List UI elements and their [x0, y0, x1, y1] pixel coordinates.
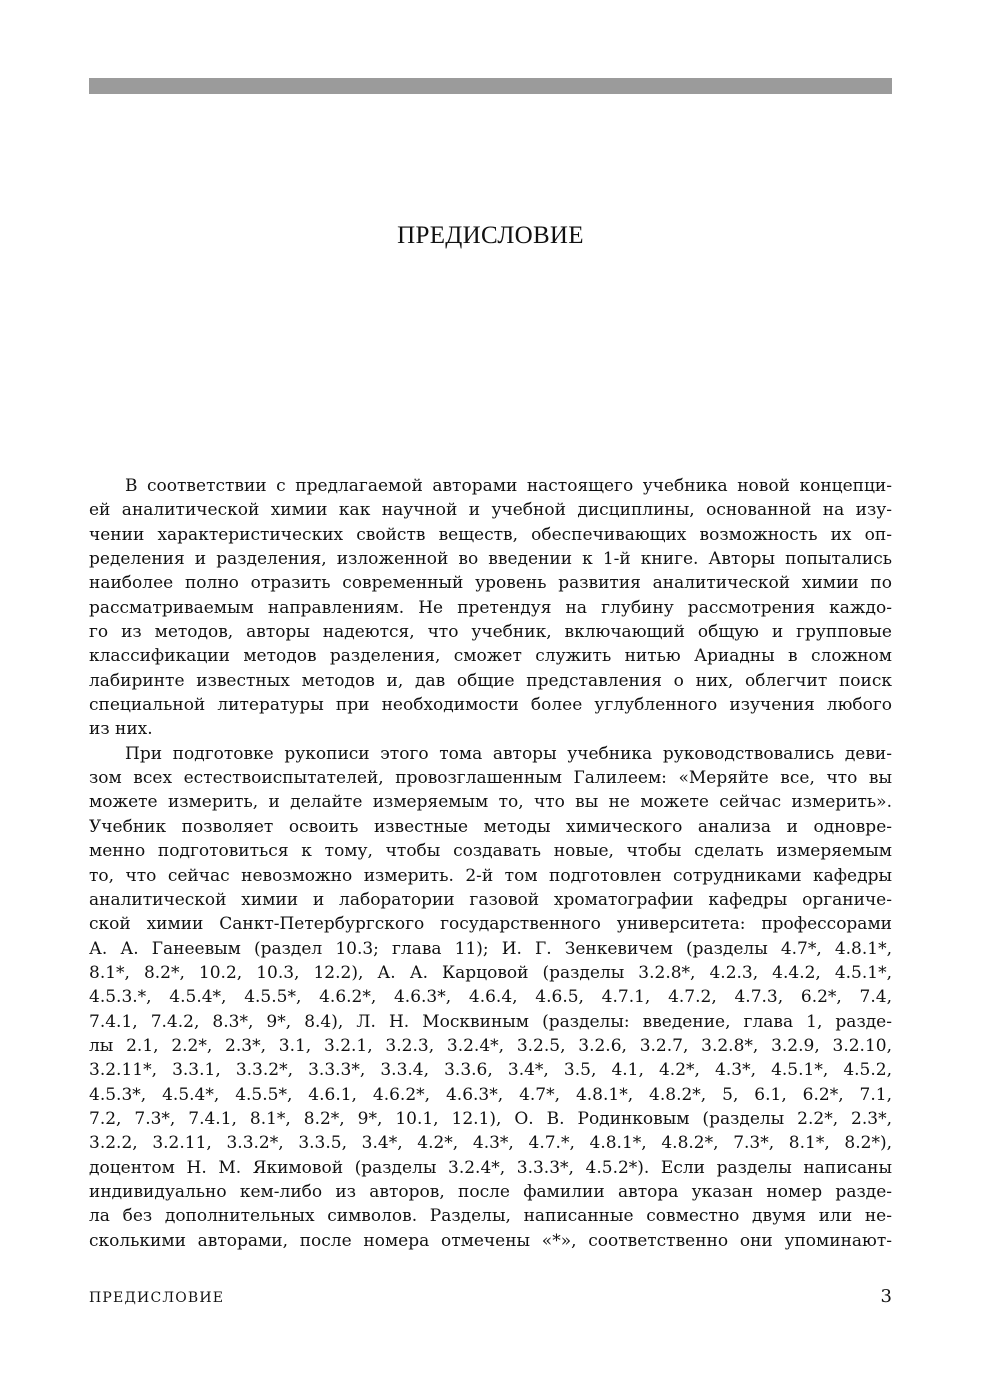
text-line: При подготовке рукописи этого тома авторы учебника руководствовались деви-	[125, 743, 892, 764]
text-line: ской химии Санкт-Петербургского государственного университета: профессорами	[89, 914, 892, 935]
text-line: индивидуально кем-либо из авторов, после фамилии автора указан номер разде-	[89, 1181, 892, 1202]
text-line: доцентом Н. М. Якимовой (разделы 3.2.4*, 3.3.3*, 4.5.2*). Если разделы написаны	[89, 1157, 892, 1178]
text-line: 7.2, 7.3*, 7.4.1, 8.1*, 8.2*, 9*, 10.1, 12.1), О. В. Родинковым (разделы 2.2*, 2.3*,	[89, 1108, 892, 1129]
text-line: А. А. Ганеевым (раздел 10.3; глава 11); И. Г. Зенкевичем (разделы 4.7*, 4.8.1*,	[89, 938, 892, 959]
text-line: ла без дополнительных символов. Разделы, написанные совместно двумя или не-	[89, 1206, 892, 1227]
text-line: из них.	[89, 719, 153, 740]
top-decorative-bar	[89, 78, 892, 94]
text-line: менно подготовиться к тому, чтобы создавать новые, чтобы сделать измеряемым	[89, 841, 892, 862]
running-footer-title: ПРЕДИСЛОВИЕ	[89, 1290, 225, 1306]
text-line: лы 2.1, 2.2*, 2.3*, 3.1, 3.2.1, 3.2.3, 3.2.4*, 3.2.5, 3.2.6, 3.2.7, 3.2.8*, 3.2.9, 3.2.10,	[89, 1035, 892, 1056]
text-line: чении характеристических свойств веществ, обеспечивающих возможность их оп-	[89, 524, 892, 545]
text-line: ределения и разделения, изложенной во введении к 1-й книге. Авторы попытались	[89, 549, 892, 570]
text-line: В соответствии с предлагаемой авторами настоящего учебника новой концепци-	[125, 476, 892, 496]
text-line: ей аналитической химии как научной и учебной дисциплины, основанной на изу-	[89, 500, 892, 521]
text-line: сколькими авторами, после номера отмечены «*», соответственно они упоминают-	[89, 1230, 892, 1251]
text-line: рассматриваемым направлениям. Не претендуя на глубину рассмотрения каждо-	[89, 597, 892, 618]
text-line: 4.5.3.*, 4.5.4*, 4.5.5*, 4.6.2*, 4.6.3*, 4.6.4, 4.6.5, 4.7.1, 4.7.2, 4.7.3, 6.2*, 7.4,	[89, 987, 892, 1008]
text-line: аналитической химии и лаборатории газовой хроматографии кафедры органиче-	[89, 889, 892, 910]
text-line: зом всех естествоиспытателей, провозглашенным Галилеем: «Меряйте все, что вы	[89, 768, 892, 789]
text-line: 7.4.1, 7.4.2, 8.3*, 9*, 8.4), Л. Н. Москвиным (разделы: введение, глава 1, разде-	[89, 1011, 892, 1032]
text-line: 8.1*, 8.2*, 10.2, 10.3, 12.2), А. А. Карцовой (разделы 3.2.8*, 4.2.3, 4.4.2, 4.5.1*,	[89, 962, 892, 983]
text-line: классификации методов разделения, сможет служить нитью Ариадны в сложном	[89, 646, 892, 667]
text-line: наиболее полно отразить современный уровень развития аналитической химии по	[89, 573, 892, 594]
text-line: специальной литературы при необходимости более углубленного изучения любого	[89, 695, 892, 716]
page-title: ПРЕДИСЛОВИЕ	[397, 222, 584, 249]
text-line: Учебник позволяет освоить известные методы химического анализа и одновре-	[89, 816, 892, 837]
text-line: лабиринте известных методов и, дав общие представления о них, облегчит поиск	[89, 670, 892, 691]
paragraph	[89, 742, 892, 1253]
text-line: 4.5.3*, 4.5.4*, 4.5.5*, 4.6.1, 4.6.2*, 4.6.3*, 4.7*, 4.8.1*, 4.8.2*, 5, 6.1, 6.2*, 7.1,	[89, 1084, 892, 1105]
page-number: 3	[880, 1286, 892, 1307]
text-line: 3.2.2, 3.2.11, 3.3.2*, 3.3.5, 3.4*, 4.2*, 4.3*, 4.7.*, 4.8.1*, 4.8.2*, 7.3*, 8.1*, 8.2*),	[89, 1133, 892, 1154]
text-line: можете измерить, и делайте измеряемым то, что вы не можете сейчас измерить».	[89, 792, 892, 813]
text-line: го из методов, авторы надеются, что учебник, включающий общую и групповые	[89, 622, 892, 643]
text-line: то, что сейчас невозможно измерить. 2-й том подготовлен сотрудниками кафедры	[89, 865, 892, 886]
paragraph	[89, 474, 892, 742]
body-text	[89, 474, 892, 1253]
text-line: 3.2.11*, 3.3.1, 3.3.2*, 3.3.3*, 3.3.4, 3.3.6, 3.4*, 3.5, 4.1, 4.2*, 4.3*, 4.5.1*, 4.5.2,	[89, 1060, 892, 1081]
